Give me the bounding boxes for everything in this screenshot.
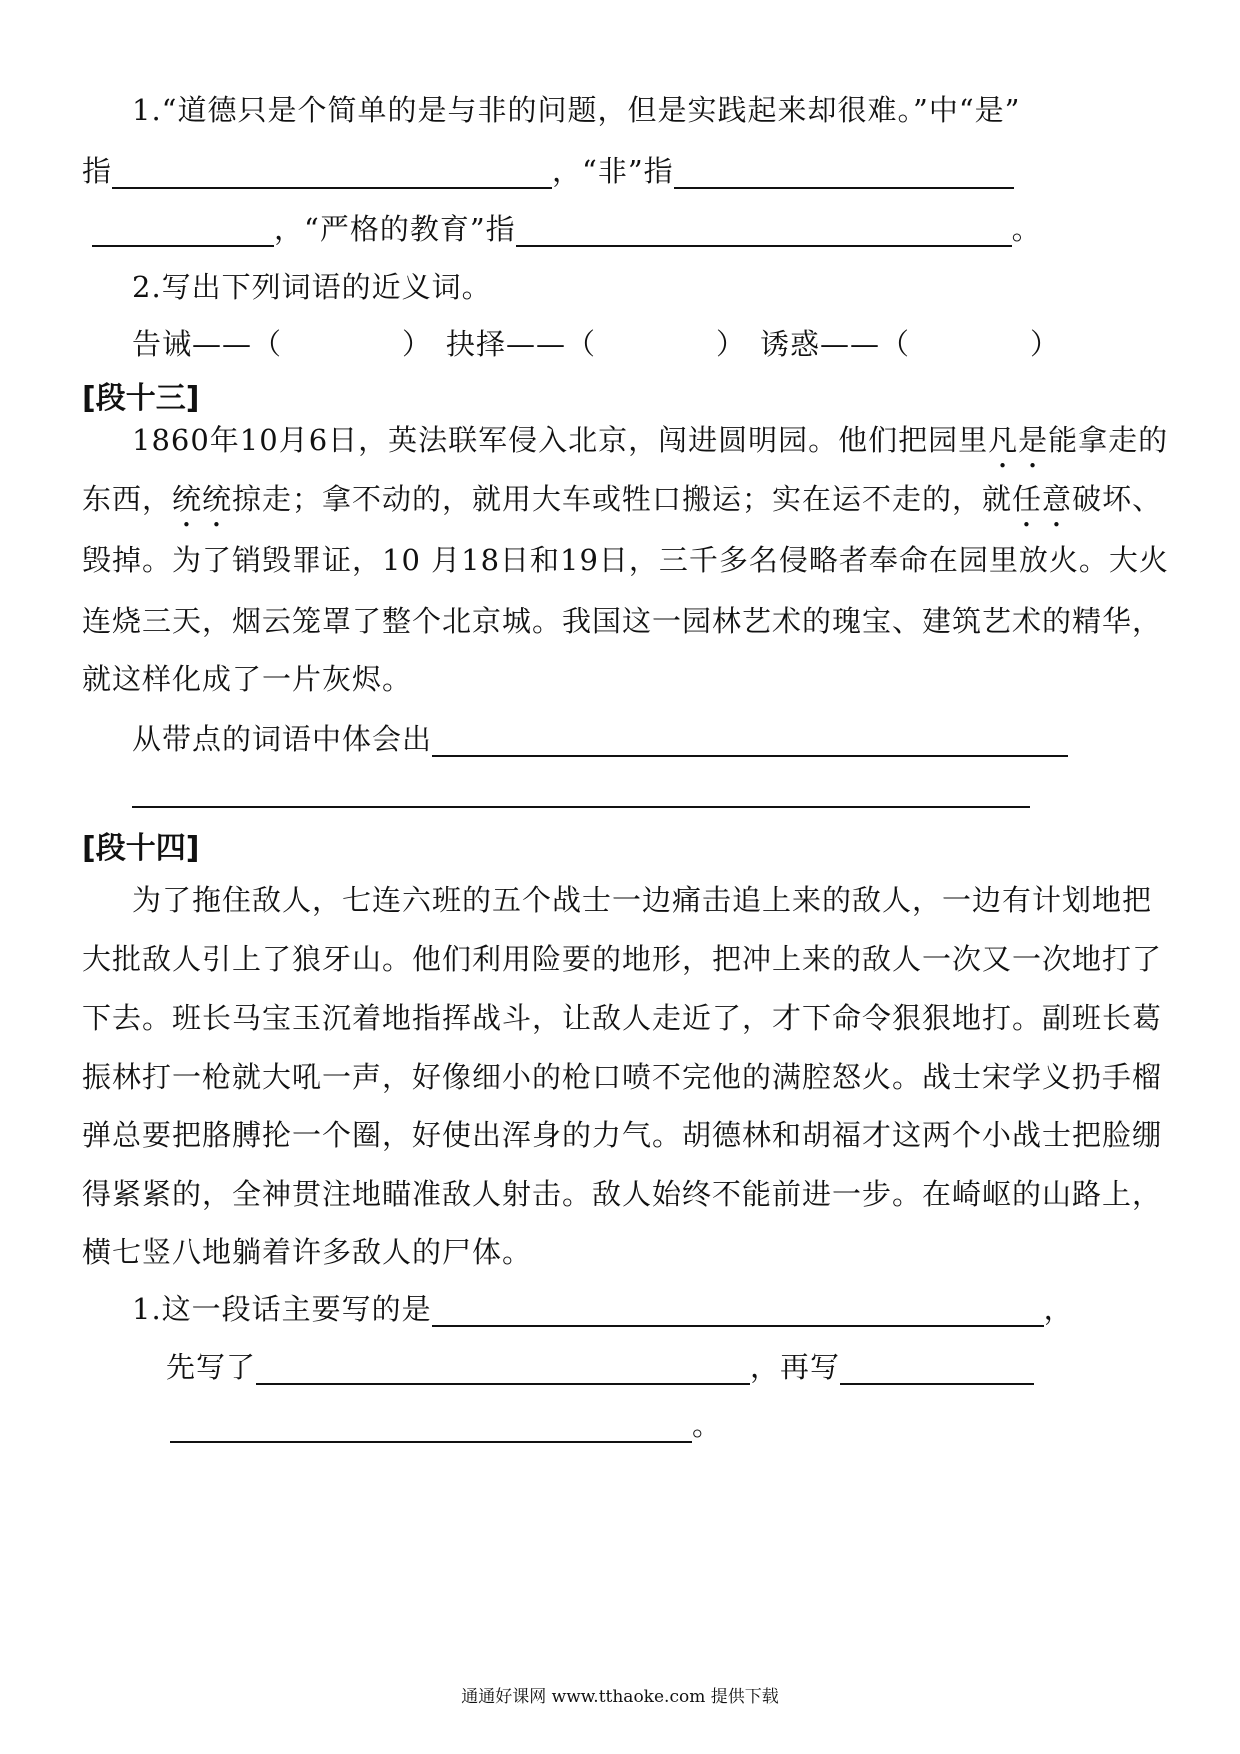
synonym-item-2	[446, 326, 746, 362]
answer-blank-fei[interactable]	[674, 159, 1014, 189]
section14-para-line4: 振林打一枪就大吼一声，好像细小的枪口喷不完他的满腔怒火。战士宋学义扔手榴	[82, 1060, 1163, 1094]
q2-prompt: 2.写出下列词语的近义词。	[132, 270, 492, 304]
para13-text-2c: 破坏、	[1072, 482, 1163, 516]
q1-yange-label: ，“严格的教育”指	[274, 212, 516, 246]
q1-zhi-label: 指	[82, 154, 113, 188]
synonym-close-2: ）	[716, 327, 747, 361]
section13-para-line2	[82, 481, 1162, 534]
section14-heading: [段十四]	[82, 831, 200, 866]
answer-blank-14b[interactable]	[256, 1355, 750, 1385]
section14-para-line2: 大批敌人引上了狼牙山。他们利用险要的地形，把冲上来的敌人一次又一次地打了	[82, 942, 1163, 976]
q1-fei-label: ，“非”指	[552, 154, 674, 188]
section14-q1-then-label: ，再写	[750, 1350, 841, 1384]
section13-question	[132, 721, 1068, 757]
section13-heading: [段十三]	[82, 381, 200, 416]
synonym-close-1: ）	[402, 327, 433, 361]
page-footer: 通通好课网 www.tthaoke.com 提供下载	[461, 1687, 779, 1707]
answer-blank-shi[interactable]	[112, 159, 552, 189]
para13-text-2a: 东西，	[82, 482, 173, 516]
section13-para-line1	[132, 422, 1168, 475]
para13-text-2b: 掠走；拿不动的，就用大车或牲口搬运；实在运不走的，就	[232, 482, 1013, 516]
section14-para-line6: 得紧紧的，全神贯注地瞄准敌人射击。敌人始终不能前进一步。在崎岖的山路上，	[82, 1177, 1163, 1211]
dotted-word-renyi: 任意	[1012, 482, 1073, 516]
section14-para-line3: 下去。班长马宝玉沉着地指挥战斗，让敌人走近了，才下命令狠狠地打。副班长葛	[82, 1001, 1163, 1035]
section14-q1-label: 1.这一段话主要写的是	[132, 1292, 432, 1326]
section13-question-label: 从带点的词语中体会出	[132, 722, 433, 756]
section14-q1-comma: ，	[1043, 1292, 1074, 1326]
answer-blank-13a[interactable]	[432, 727, 1068, 757]
dotted-word-tongtong: 统统	[172, 482, 233, 516]
synonym-close-3: ）	[1030, 327, 1061, 361]
synonym-word-3: 诱惑——（	[760, 327, 911, 361]
section14-q1-first-label: 先写了	[166, 1350, 257, 1384]
section14-q1-line1	[132, 1291, 1074, 1327]
section14-q1-line3	[170, 1407, 722, 1443]
section14-q1-line2	[166, 1349, 1034, 1385]
q1-line1: 1.“道德只是个简单的是与非的问题，但是实践起来却很难。”中“是”	[132, 93, 1021, 127]
synonym-word-1: 告诫——（	[132, 327, 283, 361]
q1-line3	[92, 211, 1042, 247]
section14-q1-period: 。	[692, 1408, 723, 1442]
section13-para-line3: 毁掉。为了销毁罪证，10 月18日和19日，三千多名侵略者奉命在园里放火。大火	[82, 543, 1169, 577]
synonym-item-1	[132, 326, 432, 362]
section14-para-line7: 横七竖八地躺着许多敌人的尸体。	[82, 1235, 533, 1269]
answer-blank-13b[interactable]	[132, 806, 1030, 808]
answer-blank-14d[interactable]	[170, 1413, 692, 1443]
answer-blank-fei-cont[interactable]	[92, 217, 274, 247]
synonym-word-2: 抉择——（	[446, 327, 597, 361]
section13-para-line5: 就这样化成了一片灰烬。	[82, 662, 413, 696]
section13-para-line4: 连烧三天，烟云笼罩了整个北京城。我国这一园林艺术的瑰宝、建筑艺术的精华，	[82, 604, 1163, 638]
para13-text-1b: 能拿走的	[1048, 423, 1169, 457]
q1-line2	[82, 153, 1014, 189]
dotted-word-fanshi: 凡是	[988, 423, 1049, 457]
synonym-item-3	[760, 326, 1060, 362]
section14-para-line1: 为了拖住敌人，七连六班的五个战士一边痛击追上来的敌人，一边有计划地把	[132, 883, 1153, 917]
q1-period: 。	[1011, 212, 1042, 246]
answer-blank-14c[interactable]	[840, 1355, 1034, 1385]
answer-blank-yange[interactable]	[516, 217, 1012, 247]
para13-text-1a: 1860年10月6日，英法联军侵入北京，闯进圆明园。他们把园里	[132, 423, 989, 457]
section14-para-line5: 弹总要把胳膊抡一个圈，好使出浑身的力气。胡德林和胡福才这两个小战士把脸绷	[82, 1118, 1163, 1152]
answer-blank-14a[interactable]	[432, 1297, 1044, 1327]
